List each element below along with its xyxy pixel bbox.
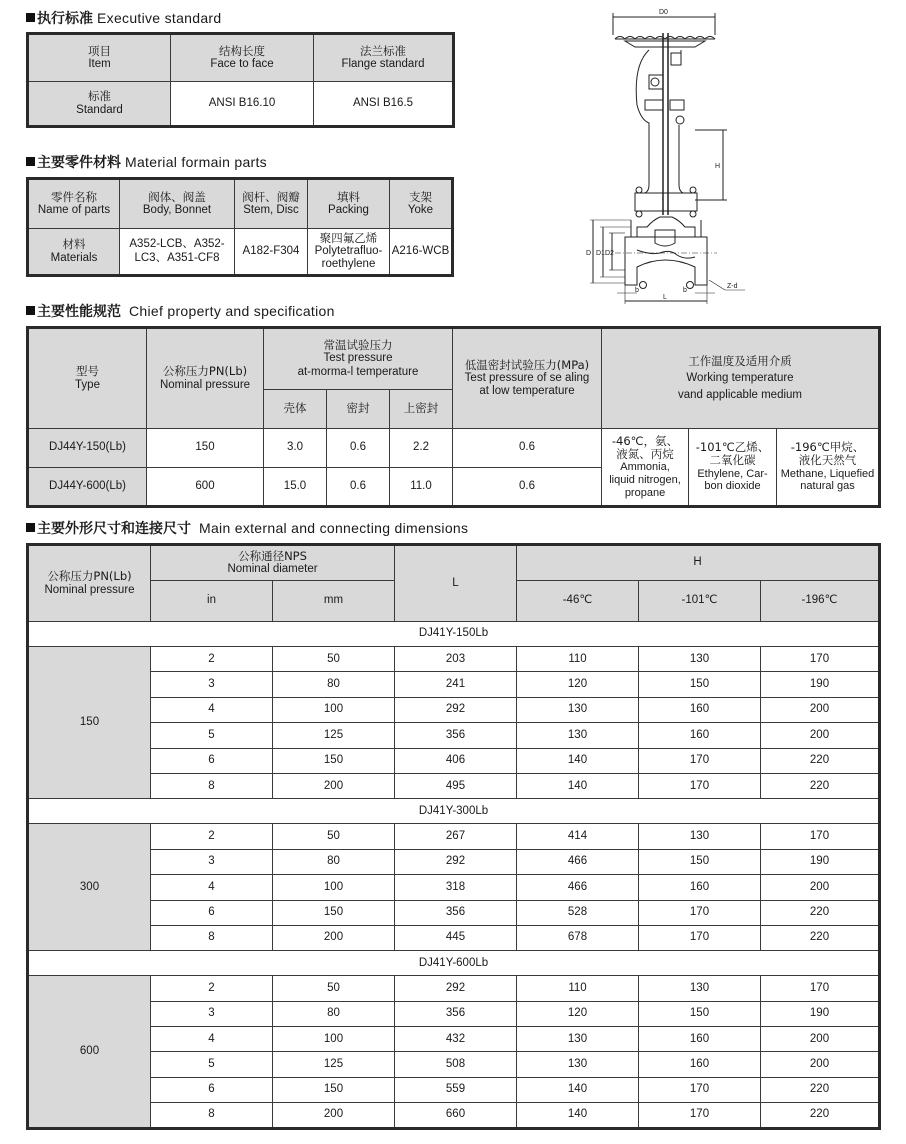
cell-type: DJ44Y-150(Lb) xyxy=(28,429,147,468)
table-row xyxy=(28,976,880,1001)
cell-l: 356 xyxy=(395,723,517,748)
cell-l: 292 xyxy=(395,849,517,874)
cell-h-196: 220 xyxy=(761,1077,880,1102)
table-row xyxy=(28,849,880,874)
cell-in: 6 xyxy=(151,748,273,773)
cell-l: 559 xyxy=(395,1077,517,1102)
cell-nominal-pressure: 150 xyxy=(147,429,264,468)
table-row xyxy=(28,1001,880,1026)
dimensions-body xyxy=(28,622,880,1129)
cell-h-196: 190 xyxy=(761,672,880,697)
cell-stem-disc: A182-F304 xyxy=(235,229,308,276)
cell-medium-196: -196℃甲烷、 液化天然气 Methane, Liquefied natural gas xyxy=(777,429,880,507)
section-title-dimensions: 主要外形尺寸和连接尺寸 Main external and connecting dimensions xyxy=(26,518,468,538)
cell-mm: 50 xyxy=(273,976,395,1001)
cell-h-196: 170 xyxy=(761,824,880,849)
table-row xyxy=(28,748,880,773)
materials-table xyxy=(26,177,454,277)
header-shell: 壳体 xyxy=(264,390,327,429)
table-header-row xyxy=(28,545,880,581)
cell-l: 406 xyxy=(395,748,517,773)
cell-h-101: 150 xyxy=(639,672,761,697)
cell-mm: 50 xyxy=(273,647,395,672)
cell-mm: 80 xyxy=(273,849,395,874)
cell-h-101: 170 xyxy=(639,1077,761,1102)
bonnet xyxy=(645,125,683,193)
cell-mm: 150 xyxy=(273,1077,395,1102)
label-d: D xyxy=(586,250,592,257)
cell-h-196: 220 xyxy=(761,1103,880,1128)
cell-mm: 50 xyxy=(273,824,395,849)
section-title-executive: 执行标准 Executive standard xyxy=(26,8,221,28)
cell-in: 3 xyxy=(151,1001,273,1026)
table-row xyxy=(28,229,453,276)
cell-h-46: 140 xyxy=(517,1103,639,1128)
cell-shell: 15.0 xyxy=(264,468,327,507)
header-type: 型号 Type xyxy=(28,328,147,429)
valve-body xyxy=(625,237,707,285)
valve-drawing xyxy=(575,5,755,305)
cell-h-46: 466 xyxy=(517,849,639,874)
cell-h-101: 170 xyxy=(639,773,761,798)
header-in: in xyxy=(151,581,273,622)
cell-h-101: 160 xyxy=(639,697,761,722)
cell-in: 4 xyxy=(151,697,273,722)
cell-mm: 100 xyxy=(273,697,395,722)
cell-h-46: 528 xyxy=(517,900,639,925)
header-h-196: -196℃ xyxy=(761,581,880,622)
row-label-materials: 材料 Materials xyxy=(28,229,120,276)
cell-h-46: 130 xyxy=(517,1027,639,1052)
cell-l: 495 xyxy=(395,773,517,798)
cell-mm: 150 xyxy=(273,748,395,773)
chief-property-table xyxy=(26,326,881,508)
cell-h-46: 130 xyxy=(517,723,639,748)
cell-in: 3 xyxy=(151,672,273,697)
cell-h-46: 110 xyxy=(517,647,639,672)
cell-in: 6 xyxy=(151,1077,273,1102)
table-row xyxy=(28,925,880,950)
cell-nominal-pressure: 150 xyxy=(28,647,151,799)
cell-h-196: 170 xyxy=(761,976,880,1001)
header-stem-disc: 阀杆、阀瓣 Stem, Disc xyxy=(235,179,308,229)
cell-low-temp-test: 0.6 xyxy=(453,429,602,468)
label-d0: D0 xyxy=(659,9,668,16)
cell-h-196: 170 xyxy=(761,647,880,672)
cell-in: 4 xyxy=(151,875,273,900)
model-row xyxy=(28,799,880,824)
cell-in: 2 xyxy=(151,976,273,1001)
model-row xyxy=(28,951,880,976)
header-nominal-pressure: 公称压力PN(Lb) Nominal pressure xyxy=(147,328,264,429)
cell-in: 8 xyxy=(151,1103,273,1128)
header-packing: 填料 Packing xyxy=(308,179,390,229)
header-test-pressure: 常温试验压力 Test pressure at-morma-l temperature xyxy=(264,328,453,390)
table-row xyxy=(28,824,880,849)
cell-in: 5 xyxy=(151,1052,273,1077)
yoke xyxy=(636,50,649,185)
label-d2: D2 xyxy=(605,250,614,257)
cell-mm: 150 xyxy=(273,900,395,925)
cell-h-46: 140 xyxy=(517,748,639,773)
cell-h-196: 200 xyxy=(761,1052,880,1077)
cell-l: 356 xyxy=(395,900,517,925)
header-yoke: 支架 Yoke xyxy=(390,179,453,229)
cell-h-101: 130 xyxy=(639,647,761,672)
cell-h-196: 200 xyxy=(761,875,880,900)
table-row xyxy=(28,1027,880,1052)
cell-h-101: 170 xyxy=(639,900,761,925)
cell-h-101: 160 xyxy=(639,875,761,900)
executive-standard-table xyxy=(26,32,455,128)
cell-nominal-pressure: 600 xyxy=(28,976,151,1128)
table-row xyxy=(28,1077,880,1102)
cell-in: 4 xyxy=(151,1027,273,1052)
header-h-46: -46℃ xyxy=(517,581,639,622)
cell-face-to-face: ANSI B16.10 xyxy=(171,82,314,127)
cell-in: 2 xyxy=(151,824,273,849)
cell-h-101: 130 xyxy=(639,976,761,1001)
cell-nominal-pressure: 600 xyxy=(147,468,264,507)
cell-in: 2 xyxy=(151,647,273,672)
cell-seal: 0.6 xyxy=(327,429,390,468)
table-row xyxy=(28,672,880,697)
cell-h-101: 150 xyxy=(639,1001,761,1026)
cell-h-101: 130 xyxy=(639,824,761,849)
section-title-chief: 主要性能规范 Chief property and specification xyxy=(26,301,335,321)
cell-upper-seal: 11.0 xyxy=(390,468,453,507)
header-h: H xyxy=(517,545,880,581)
cell-h-101: 160 xyxy=(639,1027,761,1052)
cell-l: 241 xyxy=(395,672,517,697)
table-row xyxy=(28,647,880,672)
table-header-row xyxy=(28,328,880,390)
cell-h-101: 170 xyxy=(639,925,761,950)
header-h-101: -101℃ xyxy=(639,581,761,622)
table-row xyxy=(28,1103,880,1128)
cell-mm: 125 xyxy=(273,1052,395,1077)
cell-h-196: 200 xyxy=(761,1027,880,1052)
table-row xyxy=(28,723,880,748)
cell-shell: 3.0 xyxy=(264,429,327,468)
cell-type: DJ44Y-600(Lb) xyxy=(28,468,147,507)
cell-l: 318 xyxy=(395,875,517,900)
table-header-row xyxy=(28,34,454,82)
header-item: 项目 Item xyxy=(28,34,171,82)
section-title-materials: 主要零件材料 Material formain parts xyxy=(26,152,267,172)
model-label: DJ41Y-300Lb xyxy=(28,799,880,824)
cell-h-46: 140 xyxy=(517,773,639,798)
cell-l: 292 xyxy=(395,976,517,1001)
cell-body-bonnet: A352-LCB、A352- LC3、A351-CF8 xyxy=(120,229,235,276)
header-working-temperature: 工作温度及适用介质 Working temperature vand applicable medium xyxy=(602,328,880,429)
cell-flange-standard: ANSI B16.5 xyxy=(314,82,454,127)
header-mm: mm xyxy=(273,581,395,622)
cell-h-196: 220 xyxy=(761,748,880,773)
cell-low-temp-test: 0.6 xyxy=(453,468,602,507)
cell-h-46: 120 xyxy=(517,672,639,697)
cell-h-46: 414 xyxy=(517,824,639,849)
label-b-1: b xyxy=(635,287,639,294)
cell-packing: 聚四氟乙烯 Polytetrafluo- roethylene xyxy=(308,229,390,276)
header-body-bonnet: 阀体、阀盖 Body, Bonnet xyxy=(120,179,235,229)
cell-h-101: 170 xyxy=(639,1103,761,1128)
label-d1: D1 xyxy=(596,250,605,257)
cell-h-46: 130 xyxy=(517,697,639,722)
square-bullet-icon xyxy=(26,157,35,166)
cell-mm: 80 xyxy=(273,672,395,697)
bonnet-flange xyxy=(635,193,697,211)
square-bullet-icon xyxy=(26,523,35,532)
table-row xyxy=(28,429,880,468)
square-bullet-icon xyxy=(26,13,35,22)
cell-medium-101: -101℃乙烯、 二氧化碳 Ethylene, Car- bon dioxide xyxy=(689,429,777,507)
cell-l: 203 xyxy=(395,647,517,672)
cell-mm: 80 xyxy=(273,1001,395,1026)
cell-h-46: 678 xyxy=(517,925,639,950)
label-l: L xyxy=(663,294,667,301)
cell-h-101: 150 xyxy=(639,849,761,874)
cell-nominal-pressure: 300 xyxy=(28,824,151,951)
table-row xyxy=(28,900,880,925)
table-row xyxy=(28,773,880,798)
cell-h-101: 170 xyxy=(639,748,761,773)
cell-mm: 200 xyxy=(273,1103,395,1128)
model-label: DJ41Y-600Lb xyxy=(28,951,880,976)
cell-in: 6 xyxy=(151,900,273,925)
model-label: DJ41Y-150Lb xyxy=(28,622,880,647)
header-l: L xyxy=(395,545,517,622)
cell-h-196: 200 xyxy=(761,697,880,722)
header-name-of-parts: 零件名称 Name of parts xyxy=(28,179,120,229)
table-row xyxy=(28,875,880,900)
header-face-to-face: 结构长度 Face to face xyxy=(171,34,314,82)
cell-h-46: 466 xyxy=(517,875,639,900)
cell-in: 5 xyxy=(151,723,273,748)
table-row xyxy=(28,82,454,127)
cell-h-196: 220 xyxy=(761,925,880,950)
cell-h-101: 160 xyxy=(639,723,761,748)
square-bullet-icon xyxy=(26,306,35,315)
cell-l: 432 xyxy=(395,1027,517,1052)
cell-l: 356 xyxy=(395,1001,517,1026)
table-header-row xyxy=(28,179,453,229)
cell-h-196: 190 xyxy=(761,1001,880,1026)
header-nominal-pressure: 公称压力PN(Lb) Nominal pressure xyxy=(28,545,151,622)
cell-mm: 200 xyxy=(273,925,395,950)
cell-l: 292 xyxy=(395,697,517,722)
cell-seal: 0.6 xyxy=(327,468,390,507)
cell-h-46: 110 xyxy=(517,976,639,1001)
header-upper-seal: 上密封 xyxy=(390,390,453,429)
cell-h-196: 220 xyxy=(761,900,880,925)
dimensions-table xyxy=(26,543,881,1130)
cell-l: 445 xyxy=(395,925,517,950)
cell-mm: 200 xyxy=(273,773,395,798)
cell-upper-seal: 2.2 xyxy=(390,429,453,468)
cell-h-101: 160 xyxy=(639,1052,761,1077)
cell-mm: 125 xyxy=(273,723,395,748)
row-label-standard: 标准 Standard xyxy=(28,82,171,127)
header-seal: 密封 xyxy=(327,390,390,429)
cell-h-46: 120 xyxy=(517,1001,639,1026)
table-row xyxy=(28,1052,880,1077)
cell-medium-46: -46℃，氨、 液氮、丙烷 Ammonia, liquid nitrogen, propane xyxy=(602,429,689,507)
cell-mm: 100 xyxy=(273,1027,395,1052)
cell-l: 508 xyxy=(395,1052,517,1077)
label-z-d: Z-d xyxy=(727,283,738,290)
header-low-temp-test: 低温密封试验压力(MPa) Test pressure of se aling at low temperature xyxy=(453,328,602,429)
cell-h-46: 140 xyxy=(517,1077,639,1102)
cell-yoke: A216-WCB xyxy=(390,229,453,276)
cell-h-196: 190 xyxy=(761,849,880,874)
header-nominal-diameter: 公称通径NPS Nominal diameter xyxy=(151,545,395,581)
header-flange-standard: 法兰标准 Flange standard xyxy=(314,34,454,82)
label-h: H xyxy=(715,163,721,170)
cell-in: 3 xyxy=(151,849,273,874)
cell-h-46: 130 xyxy=(517,1052,639,1077)
cell-l: 660 xyxy=(395,1103,517,1128)
cell-l: 267 xyxy=(395,824,517,849)
cell-in: 8 xyxy=(151,925,273,950)
cell-h-196: 220 xyxy=(761,773,880,798)
cell-mm: 100 xyxy=(273,875,395,900)
cell-h-196: 200 xyxy=(761,723,880,748)
table-row xyxy=(28,697,880,722)
label-b-2: b xyxy=(683,287,687,294)
cell-in: 8 xyxy=(151,773,273,798)
model-row xyxy=(28,622,880,647)
